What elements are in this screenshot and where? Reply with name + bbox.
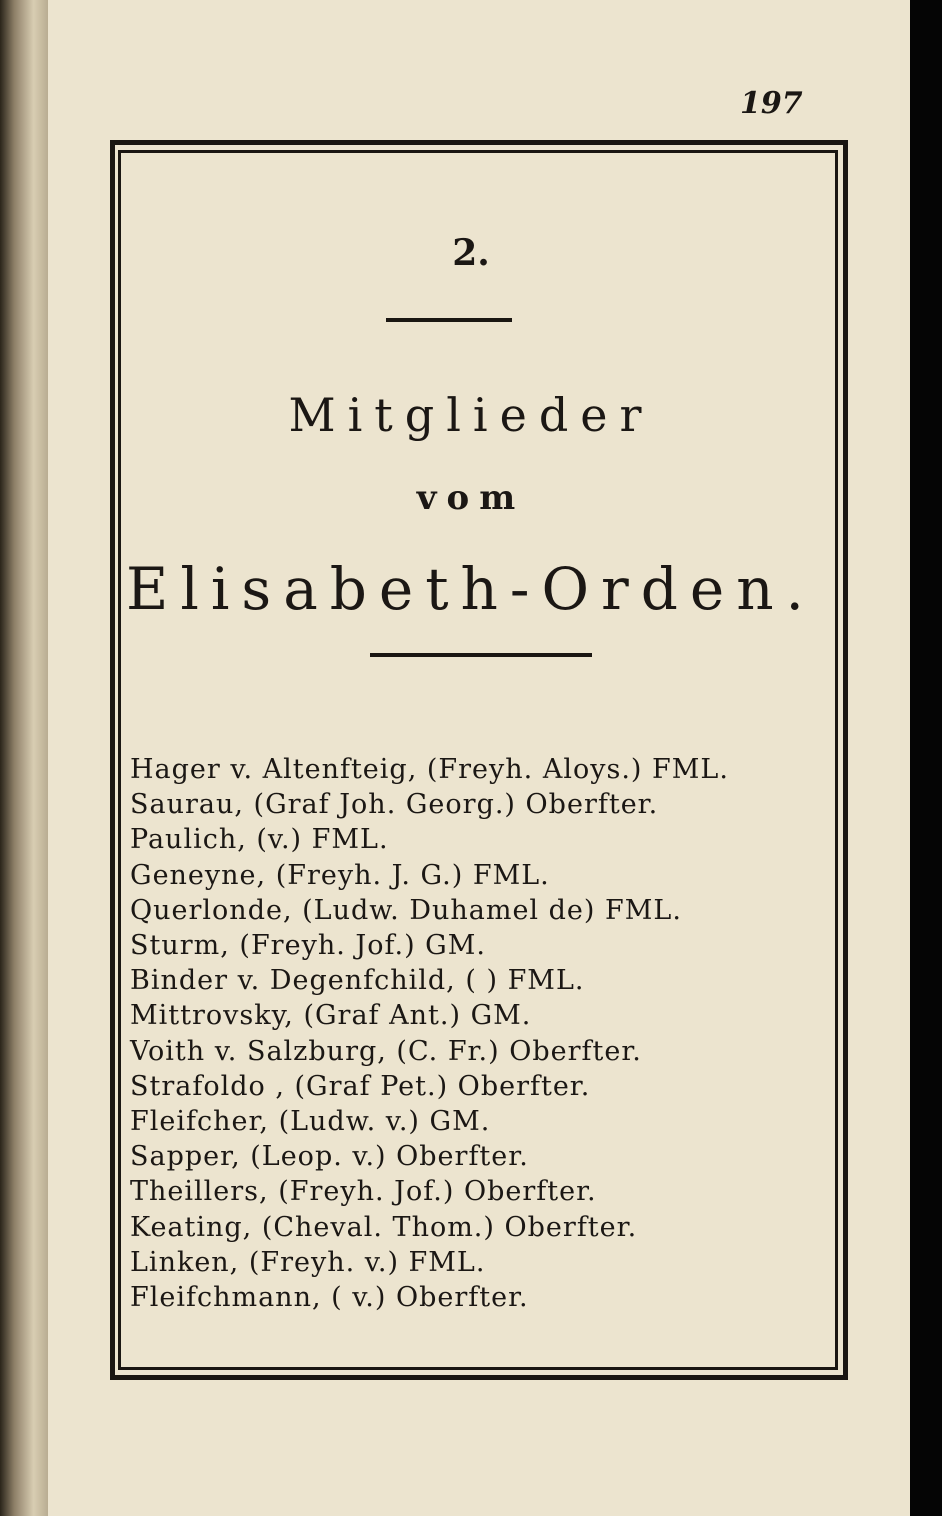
title-line-3: Elisabeth-Orden.	[125, 555, 816, 623]
member-entry: Theillers, (Freyh. Jof.) Oberfter.	[130, 1176, 597, 1208]
divider-rule-bottom	[370, 653, 592, 657]
right-scan-border	[910, 0, 942, 1516]
member-list	[130, 752, 830, 1315]
section-number: 2.	[452, 232, 490, 274]
page-number: 197	[740, 86, 803, 121]
member-entry: Linken, (Freyh. v.) FML.	[130, 1246, 486, 1278]
title-line-2: vom	[416, 478, 526, 518]
member-entry: Geneyne, (Freyh. J. G.) FML.	[130, 859, 550, 891]
member-entry: Sapper, (Leop. v.) Oberfter.	[130, 1141, 529, 1173]
member-entry: Sturm, (Freyh. Jof.) GM.	[130, 930, 486, 962]
left-page-edge	[0, 0, 48, 1516]
member-entry: Binder v. Degenfchild, ( ) FML.	[130, 965, 585, 997]
member-entry: Hager v. Altenfteig, (Freyh. Aloys.) FML.	[130, 754, 729, 785]
member-entry: Fleifcher, (Ludw. v.) GM.	[130, 1106, 491, 1138]
member-entry: Strafoldo , (Graf Pet.) Oberfter.	[130, 1070, 591, 1102]
member-entry: Mittrovsky, (Graf Ant.) GM.	[130, 1000, 532, 1032]
title-line-1: Mitglieder	[288, 388, 654, 442]
member-entry: Fleifchmann, ( v.) Oberfter.	[130, 1282, 529, 1314]
member-entry: Saurau, (Graf Joh. Georg.) Oberfter.	[130, 789, 659, 821]
member-entry: Paulich, (v.) FML.	[130, 824, 389, 856]
divider-rule-top	[386, 318, 512, 322]
member-entry: Querlonde, (Ludw. Duhamel de) FML.	[130, 894, 682, 926]
member-entry: Voith v. Salzburg, (C. Fr.) Oberfter.	[130, 1035, 642, 1067]
member-entry: Keating, (Cheval. Thom.) Oberfter.	[130, 1211, 638, 1243]
